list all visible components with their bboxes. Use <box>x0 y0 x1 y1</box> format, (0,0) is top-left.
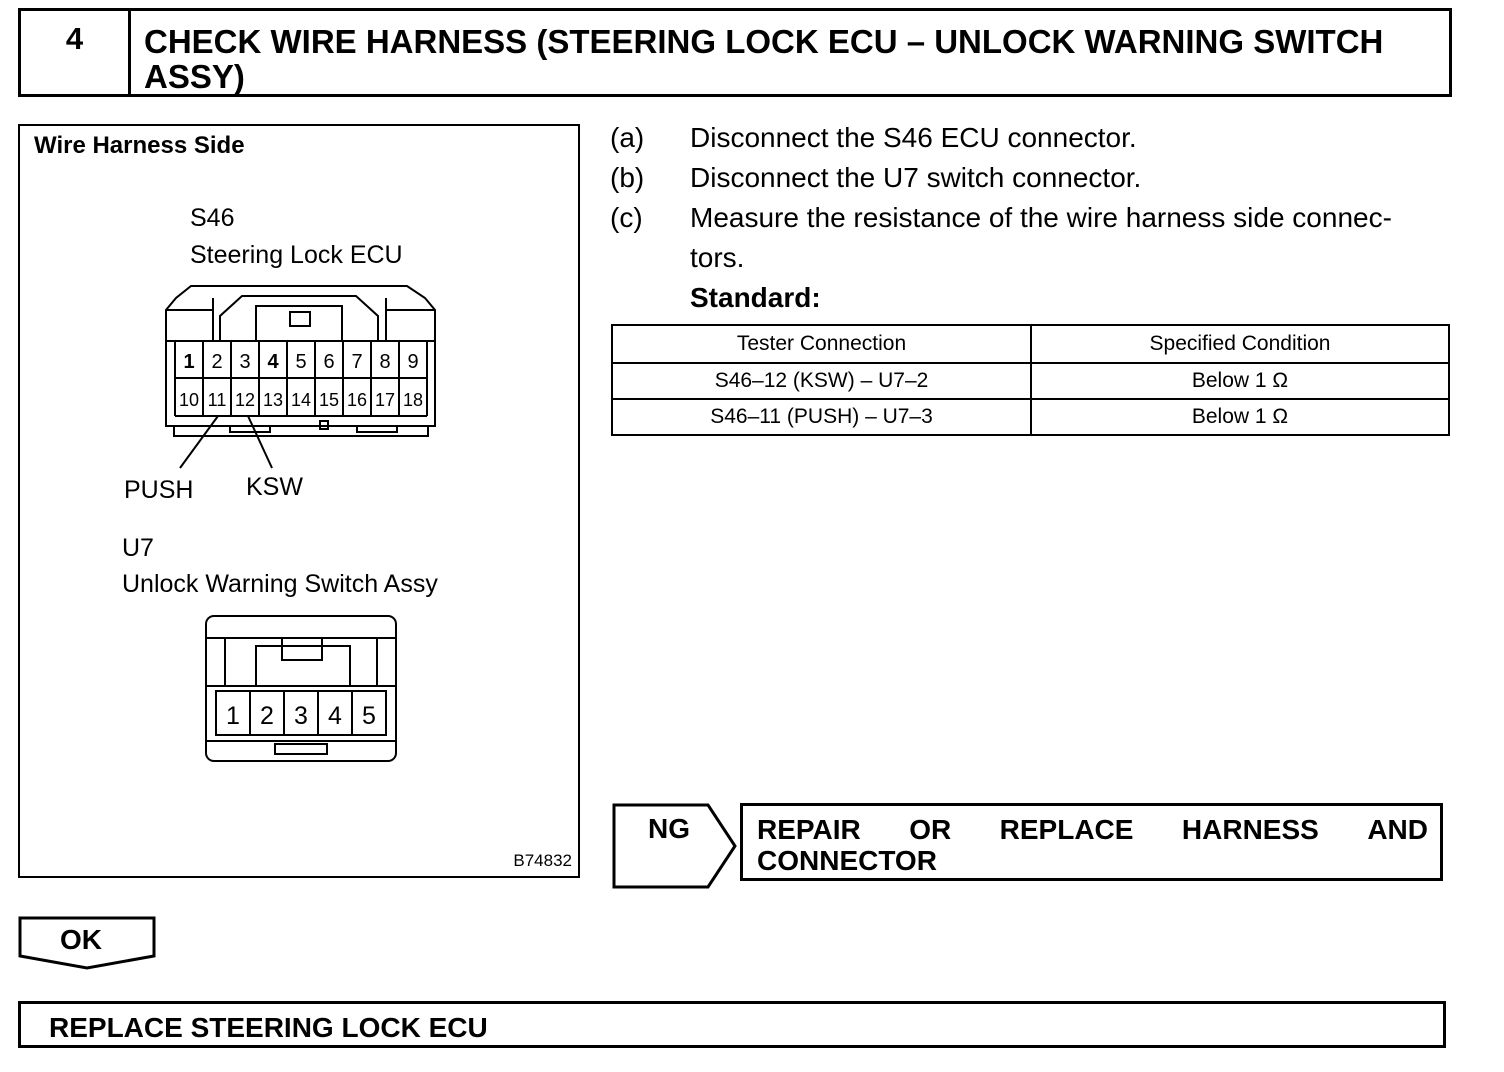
s46-pin: 8 <box>379 351 391 373</box>
s46-pin: 18 <box>402 390 424 410</box>
u7-pin: 2 <box>260 702 274 730</box>
ng-result-word: REPLACE <box>999 814 1134 845</box>
ng-result-word: HARNESS <box>1181 814 1319 845</box>
u7-pin: 5 <box>362 702 376 730</box>
s46-pin: 13 <box>262 390 284 410</box>
instruction-steps <box>610 118 1460 318</box>
column-header: Tester Connection <box>612 325 1031 363</box>
u7-pin: 1 <box>226 702 240 730</box>
push-label: PUSH <box>124 476 194 504</box>
figure-code: B74832 <box>513 851 572 870</box>
s46-pin: 17 <box>374 390 396 410</box>
step-title: CHECK WIRE HARNESS (STEERING LOCK ECU – UNLOCK WARNING SWITCH ASSY) <box>144 23 1384 95</box>
ng-result-word: REPAIR <box>757 814 861 845</box>
step-text: Disconnect the U7 switch connector. <box>690 162 1142 193</box>
ng-result-line1 <box>757 814 1428 845</box>
u7-name: Unlock Warning Switch Assy <box>122 570 438 598</box>
s46-pin: 3 <box>239 351 251 373</box>
ng-result-box <box>740 803 1443 881</box>
s46-pin: 6 <box>323 351 335 373</box>
s46-code: S46 <box>190 204 235 232</box>
ksw-label: KSW <box>246 473 303 501</box>
ng-result-line2: CONNECTOR <box>757 845 937 876</box>
table-row <box>612 399 1449 435</box>
step-text: Measure the resistance of the wire harness side connec- <box>690 202 1392 233</box>
s46-pin: 5 <box>295 351 307 373</box>
s46-pin: 2 <box>211 351 223 373</box>
s46-pin: 1 <box>183 351 195 373</box>
push-leader-line <box>180 416 218 468</box>
step-letter: (a) <box>610 122 645 153</box>
s46-pin: 11 <box>207 390 227 410</box>
ok-label: OK <box>60 924 102 955</box>
s46-pin: 12 <box>234 390 256 410</box>
instruction-step <box>610 118 1460 158</box>
u7-connector-outline <box>206 616 396 761</box>
step-header <box>18 8 1452 97</box>
s46-pin: 16 <box>346 390 368 410</box>
u7-code: U7 <box>122 534 154 562</box>
s46-pin: 10 <box>178 390 200 410</box>
u7-pin: 4 <box>328 702 342 730</box>
step-text-continuation: tors. <box>690 242 745 273</box>
step-number: 4 <box>21 11 131 94</box>
ng-result-word: OR <box>909 814 952 845</box>
table-row <box>612 363 1449 399</box>
step-text: Disconnect the S46 ECU connector. <box>690 122 1137 153</box>
s46-pin: 7 <box>351 351 363 373</box>
spec-table <box>611 324 1450 436</box>
final-action-box: REPLACE STEERING LOCK ECU <box>18 1001 1446 1048</box>
ksw-leader-line <box>248 416 272 468</box>
column-header: Specified Condition <box>1031 325 1449 363</box>
connector-figure <box>18 124 580 878</box>
table-cell: S46–11 (PUSH) – U7–3 <box>612 399 1031 435</box>
ng-result-word: AND <box>1367 814 1428 845</box>
table-cell: Below 1 Ω <box>1031 363 1449 399</box>
table-cell: Below 1 Ω <box>1031 399 1449 435</box>
s46-pin: 15 <box>318 390 340 410</box>
figure-heading: Wire Harness Side <box>34 132 245 159</box>
step-letter: (b) <box>610 162 645 193</box>
step-letter: (c) <box>610 202 643 233</box>
table-header-row <box>612 325 1449 363</box>
standard-label: Standard: <box>690 282 821 313</box>
s46-pin: 14 <box>290 390 312 410</box>
instruction-step <box>610 198 1460 238</box>
s46-pin: 4 <box>267 351 279 373</box>
s46-pin: 9 <box>407 351 419 373</box>
ok-arrow <box>18 916 158 977</box>
s46-name: Steering Lock ECU <box>190 241 403 269</box>
instruction-step <box>610 158 1460 198</box>
ng-label: NG <box>648 813 690 844</box>
u7-pin: 3 <box>294 702 308 730</box>
ng-arrow <box>612 803 738 894</box>
table-cell: S46–12 (KSW) – U7–2 <box>612 363 1031 399</box>
